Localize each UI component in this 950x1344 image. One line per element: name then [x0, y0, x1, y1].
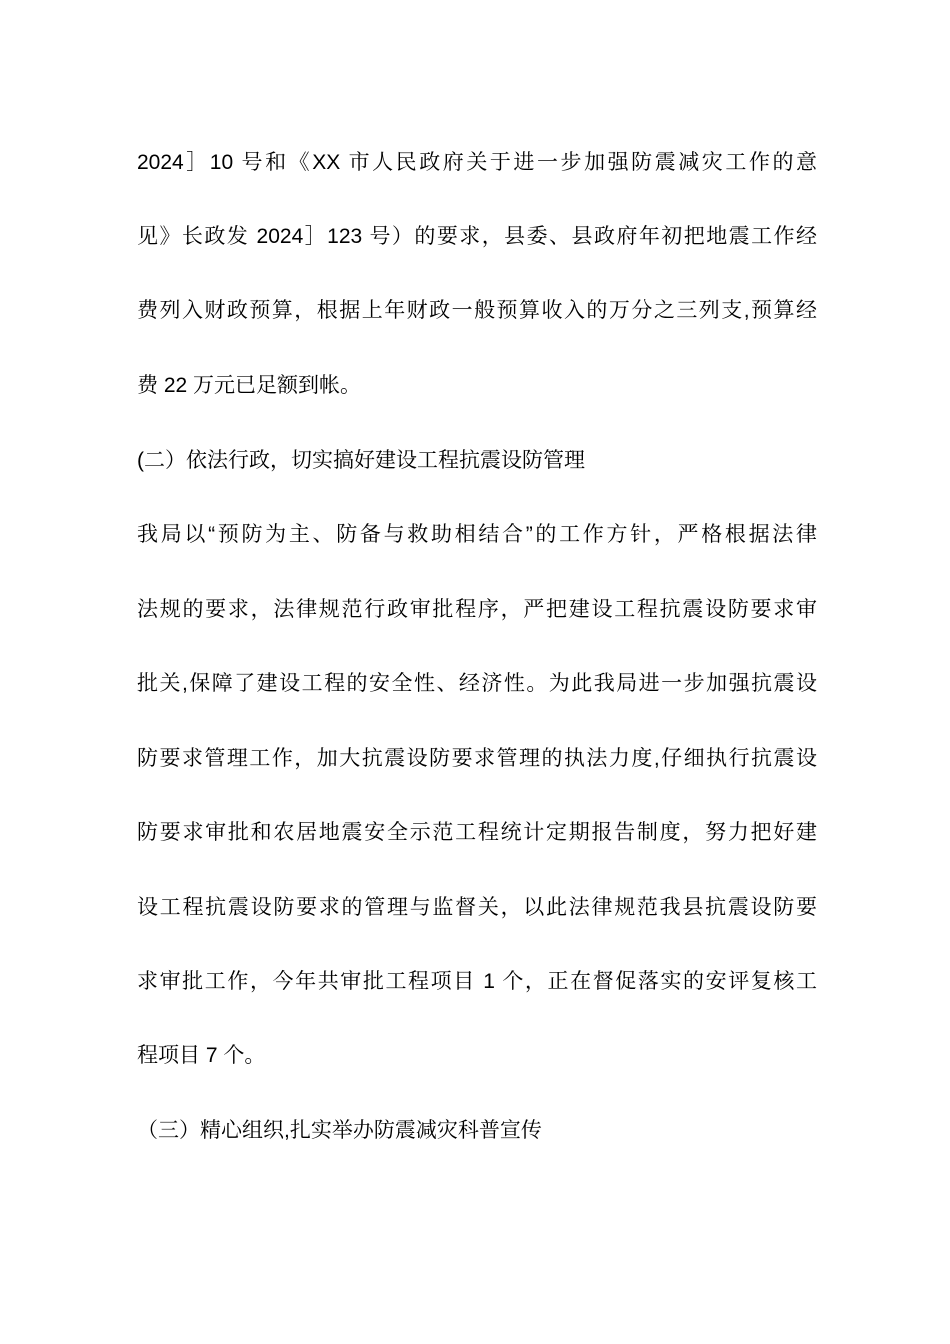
paragraph-1-line-3: 费列入财政预算，根据上年财政一般预算收入的万分之三列支,预算经	[137, 299, 817, 322]
paragraph-2-line-4: 防要求管理工作，加大抗震设防要求管理的执法力度,仔细执行抗震设	[137, 747, 817, 770]
paragraph-2-line-2: 法规的要求，法律规范行政审批程序，严把建设工程抗震设防要求审	[137, 598, 817, 621]
section-heading-2: (二）依法行政，切实搞好建设工程抗震设防管理	[137, 449, 585, 472]
paragraph-2-line-7: 求审批工作，今年共审批工程项目 1 个，正在督促落实的安评复核工	[137, 970, 817, 993]
paragraph-2-line-5: 防要求审批和农居地震安全示范工程统计定期报告制度，努力把好建	[137, 821, 817, 844]
paragraph-1-line-4: 费 22 万元已足额到帐。	[137, 374, 362, 397]
paragraph-1-line-1: 2024］10 号和《XX 市人民政府关于进一步加强防震减灾工作的意	[137, 151, 817, 174]
section-heading-3: （三）精心组织,扎实举办防震减灾科普宣传	[137, 1119, 542, 1142]
paragraph-2-line-1: 我局以“预防为主、防备与救助相结合”的工作方针，严格根据法律	[137, 523, 817, 546]
paragraph-2-line-3: 批关,保障了建设工程的安全性、经济性。为此我局进一步加强抗震设	[137, 672, 817, 695]
paragraph-2-line-8: 程项目 7 个。	[137, 1044, 266, 1067]
paragraph-2-line-6: 设工程抗震设防要求的管理与监督关，以此法律规范我县抗震设防要	[137, 896, 817, 919]
paragraph-1-line-2: 见》长政发 2024］123 号）的要求，县委、县政府年初把地震工作经	[137, 225, 817, 248]
